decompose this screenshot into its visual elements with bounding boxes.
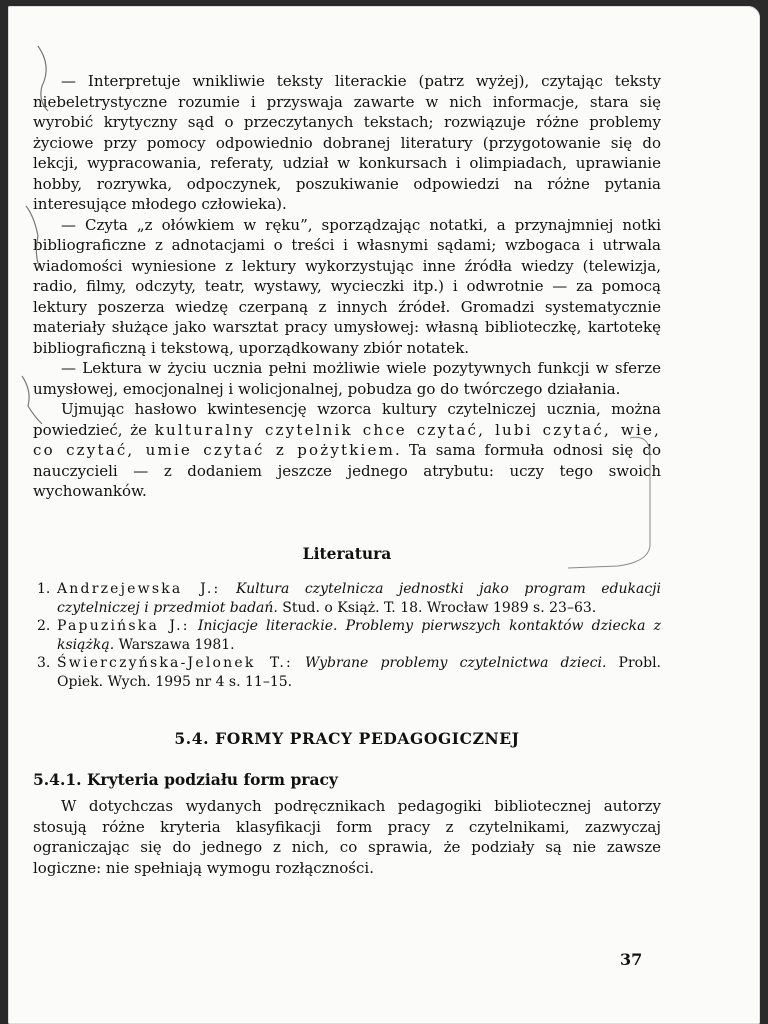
literature-item	[33, 580, 661, 617]
item-number: 3.	[37, 655, 51, 671]
book-page	[8, 6, 760, 1024]
summary-paragraph	[33, 399, 661, 502]
literature-list	[33, 580, 661, 691]
paragraph-2: — Czyta „z ołówkiem w ręku”, sporządzając notatki, a przynajmniej notki bibliograficzne z adnotacjami o treści i własnymi sądami; wzbogaca i utrwala wiadomości wyniesione z lektury wykorzystując inne źródła wiedzy (telewizja, radio, filmy, odczyty, teatr, wystawy, wycieczki itp.) i odwrotnie — za pomocą lektury poszerza wiedzę czerpaną z innych źródeł. Gromadzi systematycznie materiały służące jako warsztat pracy umysłowej: własną biblioteczkę, kartotekę bibliograficzną i tekstową, uporządkowany zbiór notatek.	[33, 215, 661, 357]
ref-title: Inicjacje literackie. Problemy pierwszych kontaktów dziecka z książką.	[57, 618, 661, 653]
ref-author: Papuzińska J.:	[57, 618, 190, 634]
ref-title: Wybrane problemy czytelnictwa dzieci.	[305, 655, 607, 671]
page-number: 37	[620, 950, 643, 969]
ref-author: Andrzejewska J.:	[57, 581, 221, 597]
summary-text-2: . Ta sama formuła odnosi się do nauczycieli — z dodaniem jeszcze jednego atrybutu: uczy tego swoich wychowanków.	[33, 441, 661, 500]
ref-author: Świerczyńska-Jelonek T.:	[57, 655, 293, 671]
ref-details: Warszawa 1981.	[114, 636, 235, 653]
ref-details: Probl. Opiek. Wych. 1995 nr 4 s. 11–15.	[57, 655, 661, 690]
paragraph-1: — Interpretuje wnikliwie teksty literackie (patrz wyżej), czytając teksty niebeletrystyczne rozumie i przyswaja zawarte w nich informacje, stara się wyrobić krytyczny sąd o przeczytanych tekstach; rozwiązuje różne problemy życiowe przy pomocy odpowiednio dobranej literatury (przygotowanie się do lekcji, wypracowania, referaty, udział w konkursach i olimpiadach, uprawianie hobby, rozrywka, odpoczynek, poszukiwanie odpowiedzi na różne pytania interesujące młodego człowieka).	[33, 72, 661, 213]
item-number: 2.	[37, 618, 51, 634]
section-heading: 5.4. FORMY PRACY PEDAGOGICZNEJ	[174, 729, 520, 748]
page-content	[33, 71, 661, 878]
closing-paragraph: W dotychczas wydanych podręcznikach pedagogiki bibliotecznej autorzy stosują różne kryteria klasyfikacji form pracy z czytelnikami, zazwyczaj ograniczając się do jednego z nich, co sprawia, że podziały są nie zawsze logiczne: nie spełniają wymogu rozłączności.	[33, 797, 661, 877]
literature-heading: Literatura	[302, 543, 392, 563]
literature-item	[33, 617, 661, 654]
literature-item	[33, 654, 661, 691]
item-number: 1.	[37, 581, 51, 597]
subsection-heading: 5.4.1. Kryteria podziału form pracy	[33, 769, 338, 789]
summary-text-1: Ujmując hasłowo kwintesencję wzorca kultury czytelniczej ucznia, można powiedzieć, że	[33, 400, 661, 439]
paragraph-3: — Lektura w życiu ucznia pełni możliwie wiele pozytywnych funkcji w sferze umysłowej, emocjonalnej i wolicjonalnej, pobudza go do twórczego działania.	[33, 359, 661, 398]
ref-title: Kultura czytelnicza jednostki jako program edukacji czytelniczej i przedmiot badań.	[57, 581, 661, 616]
summary-formula: kulturalny czytelnik chce czytać, lubi czytać, wie, co czytać, umie czytać z pożytkiem	[33, 420, 661, 459]
ref-details: Stud. o Książ. T. 18. Wrocław 1989 s. 23–63.	[277, 599, 597, 616]
